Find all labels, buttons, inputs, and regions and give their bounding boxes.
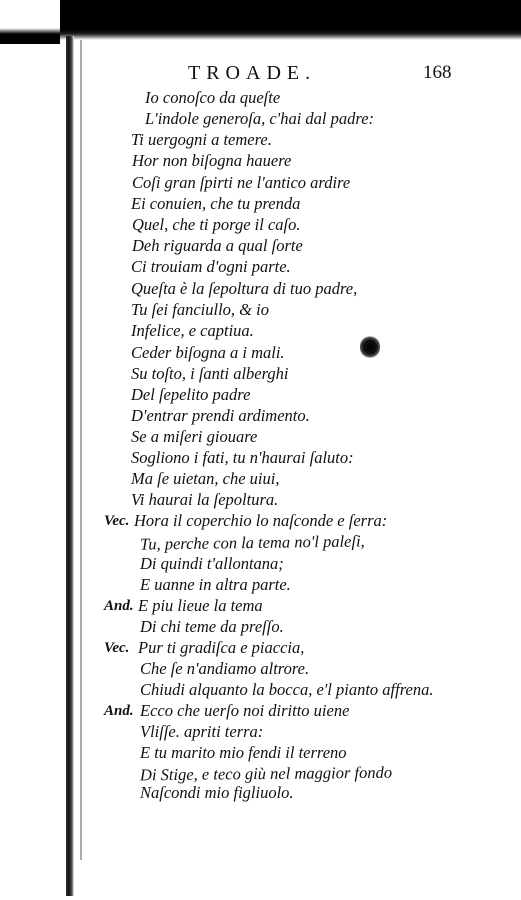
verse-text: Queſta è la ſepoltura di tuo padre, [131,279,358,298]
verse-text: Infelice, e captiua. [131,321,254,340]
verse-line [0,575,521,597]
scan-shadow [0,0,60,44]
ink-blot [360,336,380,358]
verse-text: Chiudi alquanto la bocca, e'l pianto affrena. [140,680,434,699]
verse-line [0,406,521,428]
verse-line [0,321,521,343]
verse-text: Se a miſeri giouare [131,427,258,446]
verse-text: Sogliono i fati, tu n'haurai ſaluto: [131,448,354,467]
verse-line [0,533,521,555]
verse-line [0,109,521,131]
verse-line [0,511,521,533]
page-header [0,62,521,90]
verse-text: Di Stige, e teco giù nel maggior fondo [139,762,393,785]
verse-line [0,151,521,173]
verse-text: Ti uergogni a temere. [131,130,272,149]
verse-text: Pur ti gradiſca e piaccia, [138,638,305,657]
verse-text: Tu, perche con la tema no'l paleſi, [139,531,365,554]
verse-text: Che ſe n'andiamo altrore. [140,659,310,678]
verse-line [0,257,521,279]
verse-line [0,300,521,322]
verse-line [0,743,521,765]
verse-text: Su toſto, i ſanti alberghi [131,364,289,383]
speaker-label: And. [104,598,134,614]
verse-line [0,596,521,618]
verse-line [0,554,521,576]
verse-line [0,783,521,805]
verse-line [0,701,521,723]
verse-text: L'indole generoſa, c'hai dal padre: [145,109,375,128]
verse-text: Io conoſco da queſte [145,88,281,107]
verse-text: Deh riguarda a qual ſorte [132,236,303,255]
verse-line [0,215,521,237]
speaker-label: Vec. [104,640,130,656]
verse-line [0,638,521,660]
verse-text: Ceder biſogna a i mali. [131,343,285,362]
verse-text: Hora il coperchio lo naſconde e ſerra: [134,511,388,530]
verse-text: Vi haurai la ſepoltura. [131,490,279,509]
verse-line [0,427,521,449]
verse-text: Vliſſe. apriti terra: [140,722,264,741]
verse-line [0,236,521,258]
verse-line [0,130,521,152]
speaker-label: Vec. [104,513,130,529]
verse-text: Hor non biſogna hauere [132,151,292,170]
verse-line [0,88,521,110]
verse-line [0,279,521,301]
verse-line [0,385,521,407]
running-title: TROADE. [188,62,317,84]
verse-line [0,448,521,470]
verse-line [0,194,521,216]
verse-text: Di chi teme da preſſo. [140,617,284,636]
verse-text: Quel, che ti porge il caſo. [132,215,301,234]
verse-text: Ei conuien, che tu prenda [131,194,301,213]
verse-text: D'entrar prendi ardimento. [131,406,310,425]
verse-line [0,343,521,365]
speaker-label: And. [104,703,134,719]
verse-text: Ma ſe uietan, che uiui, [131,469,280,488]
verse-text: Ecco che uerſo noi diritto uiene [140,701,350,720]
verse-line [0,173,521,195]
verse-line [0,490,521,512]
verse-line [0,659,521,681]
scan-shadow [60,0,521,40]
verse-text: Del ſepelito padre [131,385,251,404]
verse-line [0,364,521,386]
verse-line [0,680,521,702]
verse-text: Di quindi t'allontana; [140,554,284,573]
verse-text: Ci trouiam d'ogni parte. [131,257,291,276]
verse-line [0,722,521,744]
verse-text: Tu ſei fanciullo, & io [131,300,269,319]
verse-text: Coſi gran ſpirti ne l'antico ardire [132,173,351,192]
verse-line [0,617,521,639]
verse-text: E uanne in altra parte. [140,575,291,594]
verse-text: E piu lieue la tema [138,596,263,615]
page-number: 168 [423,62,452,83]
verse-text: Naſcondi mio figliuolo. [140,783,294,802]
verse-line [0,469,521,491]
verse-text: E tu marito mio fendi il terreno [140,743,347,762]
